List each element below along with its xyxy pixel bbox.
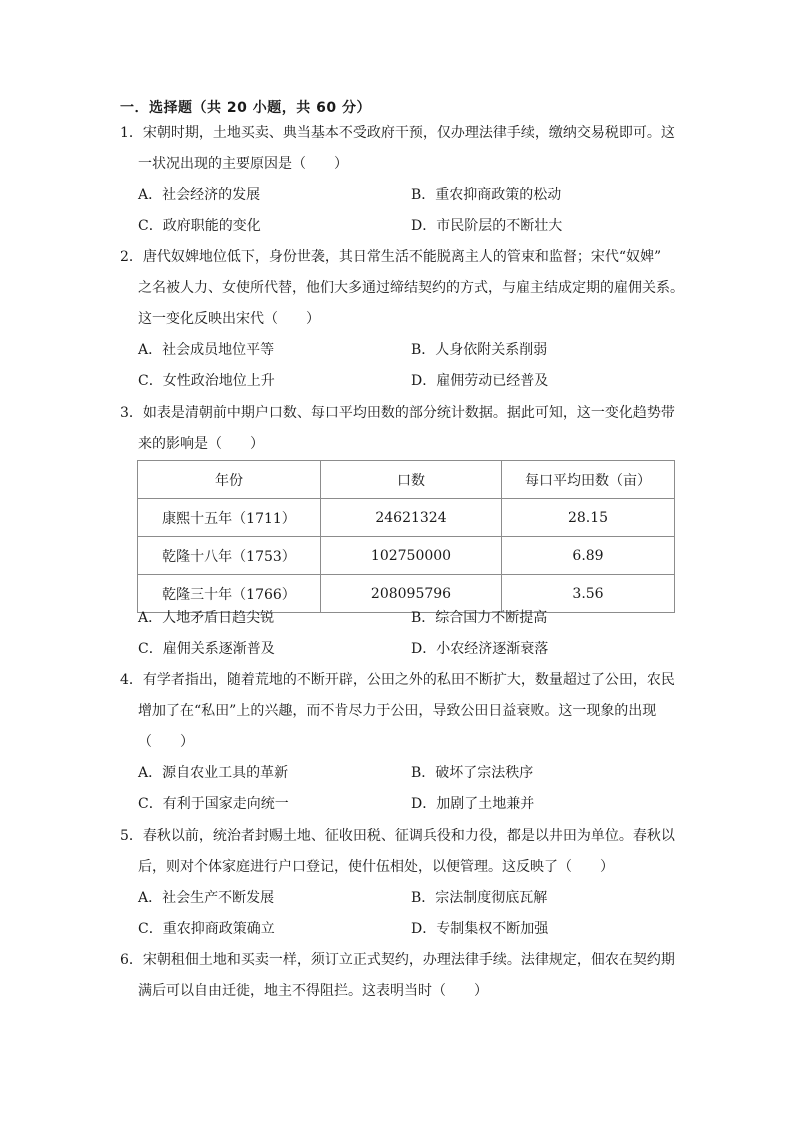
question-6-stem-line-2: 满后可以自由迁徙，地主不得阻拦。这表明当时（ ）	[138, 983, 488, 999]
question-2-option-a[interactable]: A．社会成员地位平等	[138, 342, 275, 358]
question-5-option-c[interactable]: C．重农抑商政策确立	[138, 921, 275, 937]
question-4-options	[120, 758, 680, 820]
question-5-options	[120, 883, 680, 945]
question-3-option-d[interactable]: D．小农经济逐渐衰落	[411, 641, 549, 657]
table-header-per-capita-land: 每口平均田数（亩）	[502, 461, 675, 499]
question-3-option-b[interactable]: B．综合国力不断提高	[411, 610, 548, 626]
table-cell-population: 208095796	[321, 575, 502, 613]
question-4-option-d[interactable]: D．加剧了土地兼并	[411, 796, 535, 812]
question-1-option-b[interactable]: B．重农抑商政策的松动	[411, 187, 562, 203]
table-cell-per-capita-land: 6.89	[502, 537, 675, 575]
table-cell-year: 乾隆三十年（1766）	[138, 575, 321, 613]
question-2-stem-line-2: 之名被人力、女使所代替，他们大多通过缔结契约的方式，与雇主结成定期的雇佣关系。	[138, 280, 684, 296]
table-cell-year: 乾隆十八年（1753）	[138, 537, 321, 575]
question-4-stem-line-2: 增加了在“私田”上的兴趣，而不肯尽力于公田，导致公田日益衰败。这一现象的出现	[138, 703, 657, 719]
question-1-option-a[interactable]: A．社会经济的发展	[138, 187, 261, 203]
table-cell-per-capita-land: 28.15	[502, 499, 675, 537]
table-row	[138, 499, 675, 537]
question-1-stem-line-2: 一状况出现的主要原因是（ ）	[138, 156, 348, 172]
question-2-stem-line-3: 这一变化反映出宋代（ ）	[138, 311, 320, 327]
table-cell-year: 康熙十五年（1711）	[138, 499, 321, 537]
household-statistics-table	[137, 460, 675, 613]
question-2-option-b[interactable]: B．人身依附关系削弱	[411, 342, 548, 358]
table-cell-population: 24621324	[321, 499, 502, 537]
question-4-option-c[interactable]: C．有利于国家走向统一	[138, 796, 289, 812]
question-4-stem-line-3: （ ）	[138, 734, 194, 750]
table-header-population: 口数	[321, 461, 502, 499]
question-4	[120, 665, 680, 820]
table-header-row	[138, 461, 675, 499]
question-6-stem-line-1: 6．宋朝租佃土地和买卖一样，须订立正式契约，办理法律手续。法律规定，佃农在契约期	[120, 952, 675, 968]
question-3-options	[120, 603, 680, 665]
question-6	[120, 945, 680, 1007]
question-2-options	[120, 335, 680, 397]
question-4-option-a[interactable]: A．源自农业工具的革新	[138, 765, 289, 781]
question-2	[120, 242, 684, 397]
table-header-year: 年份	[138, 461, 321, 499]
section-title: 一．选择题（共 20 小题，共 60 分）	[120, 100, 371, 116]
question-5-option-d[interactable]: D．专制集权不断加强	[411, 921, 549, 937]
question-4-stem-line-1: 4．有学者指出，随着荒地的不断开辟，公田之外的私田不断扩大，数量超过了公田，农民	[120, 672, 675, 688]
question-5-option-b[interactable]: B．宗法制度彻底瓦解	[411, 890, 548, 906]
question-3-stem-line-2: 来的影响是（ ）	[138, 436, 264, 452]
question-5-stem-line-2: 后，则对个体家庭进行户口登记，使什伍相处，以便管理。这反映了（ ）	[138, 859, 614, 875]
question-1	[120, 118, 680, 242]
question-4-option-b[interactable]: B．破坏了宗法秩序	[411, 765, 534, 781]
question-1-option-d[interactable]: D．市民阶层的不断壮大	[411, 218, 563, 234]
question-3-option-c[interactable]: C．雇佣关系逐渐普及	[138, 641, 275, 657]
question-2-stem-line-1: 2．唐代奴婢地位低下，身份世袭，其日常生活不能脱离主人的管束和监督；宋代“奴婢”	[120, 249, 662, 265]
table-cell-per-capita-land: 3.56	[502, 575, 675, 613]
question-5	[120, 821, 680, 945]
question-3-options-block	[120, 603, 680, 665]
question-5-option-a[interactable]: A．社会生产不断发展	[138, 890, 275, 906]
question-3-option-a[interactable]: A．人地矛盾日趋尖锐	[138, 610, 275, 626]
question-1-option-c[interactable]: C．政府职能的变化	[138, 218, 261, 234]
question-2-option-d[interactable]: D．雇佣劳动已经普及	[411, 373, 549, 389]
question-5-stem-line-1: 5．春秋以前，统治者封赐土地、征收田税、征调兵役和力役，都是以井田为单位。春秋以	[120, 828, 675, 844]
question-1-stem-line-1: 1．宋朝时期，土地买卖、典当基本不受政府干预，仅办理法律手续，缴纳交易税即可。这	[120, 125, 675, 141]
table-row	[138, 537, 675, 575]
question-3-stem-line-1: 3．如表是清朝前中期户口数、每口平均田数的部分统计数据。据此可知，这一变化趋势带	[120, 405, 675, 421]
question-1-options	[120, 180, 680, 242]
question-3	[120, 398, 680, 460]
table-cell-population: 102750000	[321, 537, 502, 575]
question-2-option-c[interactable]: C．女性政治地位上升	[138, 373, 275, 389]
